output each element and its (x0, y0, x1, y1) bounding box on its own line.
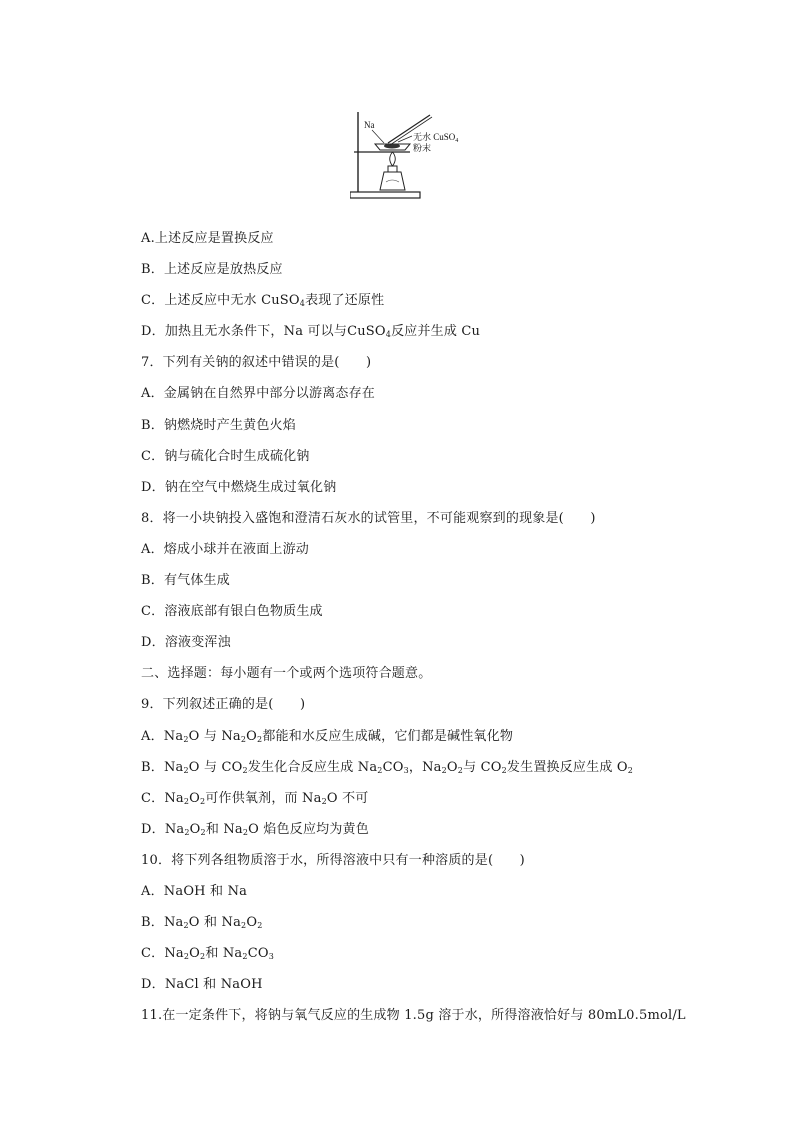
text-run: D．溶液变浑浊 (141, 635, 231, 651)
text-run: O (189, 821, 201, 837)
text-run: A．金属钠在自然界中部分以游离态存在 (141, 386, 375, 402)
text-run: C．Na (141, 790, 184, 806)
line-q6-a (141, 229, 741, 260)
line-q8 (141, 509, 741, 540)
text-run: B．Na (141, 759, 184, 775)
text-run: 二、选择题：每小题有一个或两个选项符合题意。 (141, 666, 432, 682)
text-run: C．Na (141, 946, 184, 962)
text-run: O 与 Na (188, 728, 241, 744)
line-q8-b (141, 571, 741, 602)
line-q7-c (141, 447, 741, 478)
line-q6-b (141, 260, 741, 291)
line-q6-c (141, 291, 741, 322)
subscript: 2 (241, 921, 247, 931)
line-q10-d (141, 975, 741, 1006)
text-run: 8．将一小块钠投入盛饱和澄清石灰水的试管里，不可能观察到的现象是( ) (141, 510, 596, 526)
subscript: 2 (184, 827, 190, 837)
subscript: 2 (183, 796, 190, 806)
text-run: 表现了还原性 (305, 293, 385, 309)
text-run: O 和 Na (188, 915, 242, 931)
line-q8-d (141, 633, 741, 664)
line-q10-b (141, 913, 741, 944)
text-run: D．钠在空气中燃烧生成过氧化钠 (141, 479, 337, 495)
label-cuso4: 无水 CuSO$_4$ (413, 132, 459, 144)
subscript: 2 (183, 765, 189, 775)
subscript: 2 (242, 765, 248, 775)
subscript: 2 (257, 734, 263, 744)
text-run: 和 Na (205, 946, 243, 962)
text-run: C．上述反应中无水 CuSO (141, 293, 300, 309)
text-run: CO (382, 759, 404, 775)
text-run: D．NaCl 和 NaOH (141, 977, 263, 993)
text-run: B．Na (141, 915, 184, 931)
text-run: 9．下列叙述正确的是( ) (141, 697, 306, 713)
text-run: A．熔成小球并在液面上游动 (141, 541, 309, 557)
lamp-neck (388, 166, 397, 172)
text-run: 与 CO (463, 759, 502, 775)
subscript: 2 (257, 921, 263, 931)
stand-base (350, 192, 420, 198)
text-run: CO (247, 946, 269, 962)
subscript: 2 (501, 765, 507, 775)
line-q6-d (141, 322, 741, 353)
line-q7-a (141, 384, 741, 415)
subscript: 3 (268, 952, 274, 962)
line-q9-a (141, 727, 741, 758)
line-section-2 (141, 664, 741, 695)
apparatus-figure (350, 110, 480, 210)
text-run: A．NaOH 和 Na (141, 883, 248, 899)
line-q8-c (141, 602, 741, 633)
text-run: 发生化合反应生成 Na (247, 759, 378, 775)
text-run: A．Na (141, 728, 184, 744)
label-pointer (398, 136, 412, 142)
subscript: 2 (183, 921, 189, 931)
alcohol-lamp (380, 172, 405, 190)
text-run: B．钠燃烧时产生黄色火焰 (141, 417, 296, 433)
line-q9-d (141, 820, 741, 851)
line-q7 (141, 353, 741, 384)
text-run: O 不可 (326, 790, 369, 806)
text-run: 反应并生成 Cu (391, 324, 481, 340)
text-run: ，Na (408, 759, 442, 775)
subscript: 2 (240, 734, 247, 744)
line-q8-a (141, 540, 741, 571)
text-run: D．Na (141, 821, 185, 837)
text-run: O (189, 946, 201, 962)
text-run: C．钠与硫化合时生成硫化钠 (141, 448, 310, 464)
line-q9-c (141, 789, 741, 820)
text-run: B．上述反应是放热反应 (141, 262, 283, 278)
text-run: 和 Na (205, 821, 243, 837)
text-run: B．有气体生成 (141, 573, 230, 589)
text-run: 11.在一定条件下，将钠与氧气反应的生成物 1.5g 溶于水，所得溶液恰好与 80mL0.5mol/L (141, 1008, 686, 1024)
line-q7-b (141, 416, 741, 447)
text-run: O (246, 915, 258, 931)
question-text (141, 229, 741, 1037)
flame (390, 152, 395, 166)
subscript: 4 (385, 330, 392, 340)
line-q7-d (141, 478, 741, 509)
subscript: 2 (441, 765, 447, 775)
text-run: 10．将下列各组物质溶于水，所得溶液中只有一种溶质的是( ) (141, 852, 525, 868)
powder-heap (384, 144, 400, 149)
line-q9 (141, 695, 741, 726)
label-na: Na (364, 120, 375, 130)
text-run: O (189, 790, 201, 806)
text-run: 都能和水反应生成碱，它们都是碱性氧化物 (262, 728, 514, 744)
text-run: O 与 CO (188, 759, 243, 775)
na-pointer (372, 130, 384, 143)
line-q10 (141, 851, 741, 882)
label-powder: 粉末 (413, 143, 432, 153)
subscript: 2 (627, 765, 634, 775)
text-run: 7．下列有关钠的叙述中错误的是( ) (141, 355, 372, 371)
line-q11 (141, 1006, 741, 1037)
subscript: 2 (321, 796, 327, 806)
subscript: 4 (299, 299, 306, 309)
text-run: C．溶液底部有银白色物质生成 (141, 604, 323, 620)
lamp-liquid (386, 180, 399, 182)
subscript: 2 (200, 827, 206, 837)
subscript: 2 (183, 734, 189, 744)
subscript: 2 (242, 952, 248, 962)
subscript: 2 (200, 952, 206, 962)
text-run: A.上述反应是置换反应 (141, 231, 274, 246)
line-q10-c (141, 944, 741, 975)
subscript: 2 (457, 765, 464, 775)
line-q9-b (141, 758, 741, 789)
subscript: 3 (403, 765, 409, 775)
text-run: O (446, 759, 458, 775)
text-run: D．加热且无水条件下，Na 可以与CuSO (141, 324, 386, 340)
text-run: O 焰色反应均为黄色 (248, 821, 369, 837)
subscript: 2 (183, 952, 190, 962)
subscript: 2 (377, 765, 383, 775)
text-run: O (246, 728, 258, 744)
text-run: 发生置换反应生成 O (506, 759, 628, 775)
subscript: 2 (200, 796, 206, 806)
text-run: 可作供氧剂，而 Na (205, 790, 322, 806)
subscript: 2 (242, 827, 249, 837)
line-q10-a (141, 882, 741, 913)
